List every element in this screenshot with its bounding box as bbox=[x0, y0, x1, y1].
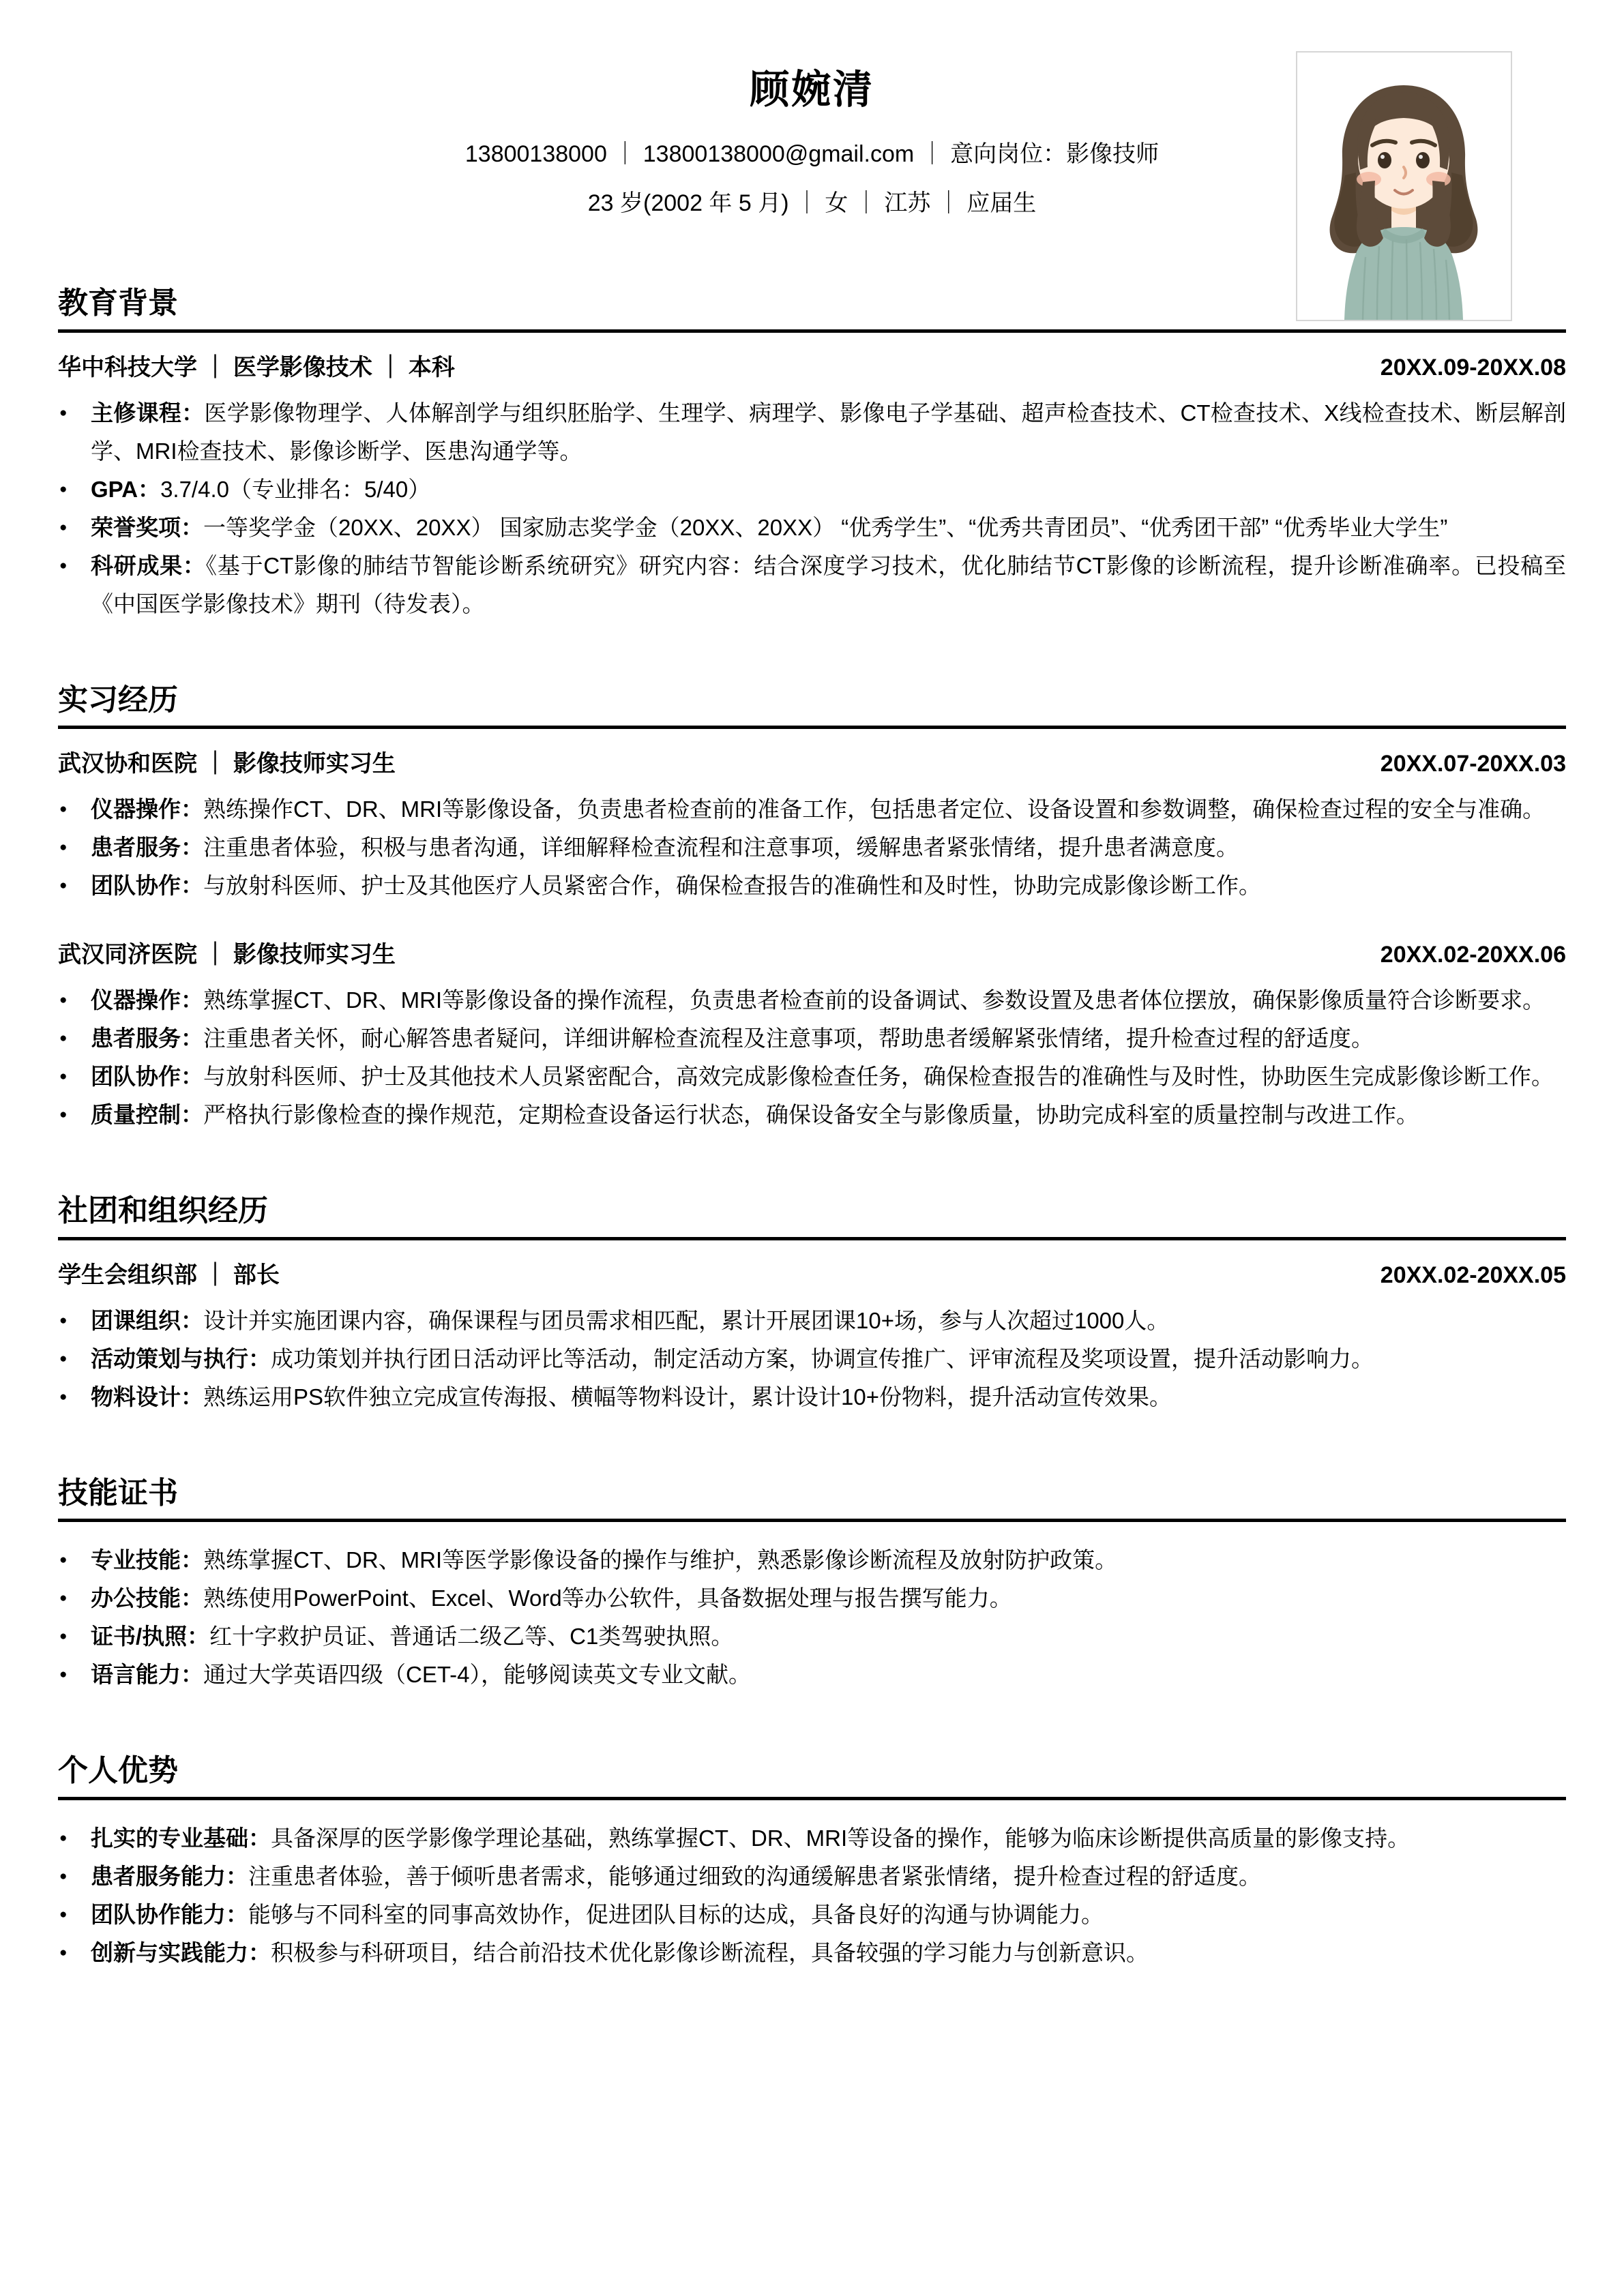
bullet-text: 熟练使用PowerPoint、Excel、Word等办公软件，具备数据处理与报告撰写能力。 bbox=[203, 1585, 1012, 1611]
bullet-item bbox=[58, 981, 1566, 1019]
bullet-label: 扎实的专业基础： bbox=[91, 1825, 271, 1851]
bullet-label: 创新与实践能力： bbox=[91, 1940, 271, 1966]
bullet-text: 熟练运用PS软件独立完成宣传海报、横幅等物料设计，累计设计10+份物料，提升活动宣传效果。 bbox=[203, 1384, 1172, 1410]
bullet-label: 仪器操作： bbox=[91, 796, 203, 822]
bullet-item bbox=[58, 1302, 1566, 1340]
bullet-label: 专业技能： bbox=[91, 1547, 203, 1573]
bullet-list bbox=[58, 1819, 1566, 1972]
bullet-text: 熟练操作CT、DR、MRI等影像设备，负责患者检查前的准备工作，包括患者定位、设备设置和参数调整，确保检查过程的安全与准确。 bbox=[203, 796, 1546, 822]
bullet-item bbox=[58, 1019, 1566, 1058]
bullet-label: 患者服务能力： bbox=[91, 1864, 248, 1890]
bullet-label: 团课组织： bbox=[91, 1307, 203, 1333]
bullet-text: 熟练掌握CT、DR、MRI等影像设备的操作流程，负责患者检查前的设备调试、参数设置及患者体位摆放，确保影像质量符合诊断要求。 bbox=[203, 987, 1546, 1013]
bullet-list bbox=[58, 981, 1566, 1134]
bullet-text: 熟练掌握CT、DR、MRI等医学影像设备的操作与维护，熟悉影像诊断流程及放射防护政策。 bbox=[203, 1547, 1118, 1573]
bullet-item bbox=[58, 790, 1566, 829]
section-title-organization: 社团和组织经历 bbox=[58, 1194, 1566, 1240]
entry-date-range: 20XX.02-20XX.06 bbox=[1380, 942, 1566, 968]
basic-info-line: 23 岁(2002 年 5 月) ｜ 女 ｜ 江苏 ｜ 应届生 bbox=[587, 190, 1037, 216]
bullet-text: 注重患者关怀，耐心解答患者疑问，详细讲解检查流程及注意事项，帮助患者缓解紧张情绪，提升检查过程的舒适度。 bbox=[203, 1026, 1374, 1052]
bullet-label: 患者服务： bbox=[91, 835, 203, 861]
entry-date-range: 20XX.02-20XX.05 bbox=[1380, 1262, 1566, 1288]
section-title-strengths: 个人优势 bbox=[58, 1754, 1566, 1800]
entry-header-row bbox=[58, 748, 1566, 779]
bullet-item bbox=[58, 394, 1566, 471]
bullet-item bbox=[58, 1819, 1566, 1858]
bullet-text: 红十字救护员证、普通话二级乙等、C1类驾驶执照。 bbox=[209, 1624, 734, 1650]
bullet-label: 仪器操作： bbox=[91, 987, 203, 1013]
section-organization bbox=[58, 1194, 1566, 1416]
bullet-text: 注重患者体验，积极与患者沟通，详细解释检查流程和注意事项，缓解患者紧张情绪，提升患者满意度。 bbox=[203, 835, 1239, 861]
bullet-label: 患者服务： bbox=[91, 1026, 203, 1052]
bullet-list bbox=[58, 790, 1566, 905]
bullet-text: 通过大学英语四级（CET-4），能够阅读英文专业文献。 bbox=[203, 1662, 752, 1688]
bullet-text: 3.7/4.0（专业排名：5/40） bbox=[160, 476, 431, 502]
bullet-text: 一等奖学金（20XX、20XX） 国家励志奖学金（20XX、20XX） “优秀学生”、“优秀共青团员”、“优秀团干部” “优秀毕业大学生” bbox=[203, 514, 1448, 540]
resume-header bbox=[58, 68, 1566, 218]
bullet-item bbox=[58, 867, 1566, 905]
bullet-text: 设计并实施团课内容，确保课程与团员需求相匹配，累计开展团课10+场，参与人次超过1000人。 bbox=[203, 1307, 1170, 1333]
bullet-label: 团队协作： bbox=[91, 1064, 203, 1090]
entry-header-row bbox=[58, 352, 1566, 383]
section-education bbox=[58, 286, 1566, 623]
bullet-text: 与放射科医师、护士及其他医疗人员紧密合作，确保检查报告的准确性和及时性，协助完成影像诊断工作。 bbox=[203, 873, 1261, 899]
bullet-item bbox=[58, 1058, 1566, 1096]
bullet-label: 办公技能： bbox=[91, 1585, 203, 1611]
bullet-label: 科研成果： bbox=[91, 552, 206, 578]
bullet-label: 质量控制： bbox=[91, 1102, 203, 1128]
entry-header-row bbox=[58, 939, 1566, 970]
entry bbox=[58, 1819, 1566, 1972]
section-skills bbox=[58, 1476, 1566, 1695]
entry-title: 华中科技大学 ｜ 医学影像技术 ｜ 本科 bbox=[58, 354, 455, 381]
bullet-item bbox=[58, 509, 1566, 547]
bullet-item bbox=[58, 1934, 1566, 1972]
bullet-label: 活动策划与执行： bbox=[91, 1345, 271, 1371]
bullet-item bbox=[58, 1541, 1566, 1579]
bullet-item bbox=[58, 1896, 1566, 1934]
bullet-label: 主修课程： bbox=[91, 400, 205, 426]
bullet-text: 严格执行影像检查的操作规范，定期检查设备运行状态，确保设备安全与影像质量，协助完成科室的质量控制与改进工作。 bbox=[203, 1102, 1419, 1128]
bullet-text: 成功策划并执行团日活动评比等活动，制定活动方案，协调宣传推广、评审流程及奖项设置，提升活动影响力。 bbox=[271, 1345, 1374, 1371]
bullet-label: 物料设计： bbox=[91, 1384, 203, 1410]
bullet-item bbox=[58, 471, 1566, 509]
entry bbox=[58, 748, 1566, 905]
bullet-text: 注重患者体验，善于倾听患者需求，能够通过细致的沟通缓解患者紧张情绪，提升检查过程的舒适度。 bbox=[248, 1864, 1261, 1890]
contact-line: 13800138000 ｜ 13800138000@gmail.com ｜ 意向岗位：影像技师 bbox=[464, 140, 1160, 167]
section-title-education: 教育背景 bbox=[58, 286, 1566, 333]
entry bbox=[58, 1259, 1566, 1416]
entry-title: 武汉同济医院 ｜ 影像技师实习生 bbox=[58, 942, 396, 968]
bullet-item bbox=[58, 1378, 1566, 1416]
entry bbox=[58, 1541, 1566, 1694]
entry-header-row bbox=[58, 1259, 1566, 1291]
resume-body bbox=[58, 286, 1566, 1972]
girl-avatar-icon bbox=[1297, 53, 1511, 320]
bullet-label: 团队协作： bbox=[91, 873, 203, 899]
bullet-list bbox=[58, 394, 1566, 623]
profile-photo bbox=[1296, 51, 1512, 321]
bullet-label: 荣誉奖项： bbox=[91, 514, 203, 540]
entry-date-range: 20XX.09-20XX.08 bbox=[1380, 354, 1566, 381]
bullet-text: 医学影像物理学、人体解剖学与组织胚胎学、生理学、病理学、影像电子学基础、超声检查技术、CT检查技术、X线检查技术、断层解剖学、MRI检查技术、影像诊断学、医患沟通学等。 bbox=[91, 400, 1566, 464]
bullet-item bbox=[58, 1617, 1566, 1656]
bullet-item bbox=[58, 1656, 1566, 1694]
section-title-internship: 实习经历 bbox=[58, 683, 1566, 730]
bullet-item bbox=[58, 1096, 1566, 1134]
bullet-label: 团队协作能力： bbox=[91, 1902, 248, 1928]
bullet-item bbox=[58, 1858, 1566, 1896]
bullet-item bbox=[58, 547, 1566, 623]
entry-date-range: 20XX.07-20XX.03 bbox=[1380, 751, 1566, 777]
bullet-item bbox=[58, 829, 1566, 867]
entry-title: 学生会组织部 ｜ 部长 bbox=[58, 1262, 280, 1288]
bullet-text: 能够与不同科室的同事高效协作，促进团队目标的达成，具备良好的沟通与协调能力。 bbox=[248, 1902, 1104, 1928]
bullet-label: 证书/执照： bbox=[91, 1624, 210, 1650]
bullet-label: GPA： bbox=[91, 476, 161, 502]
bullet-text: 积极参与科研项目，结合前沿技术优化影像诊断流程，具备较强的学习能力与创新意识。 bbox=[271, 1940, 1149, 1966]
entry bbox=[58, 939, 1566, 1134]
section-strengths bbox=[58, 1754, 1566, 1972]
section-title-skills: 技能证书 bbox=[58, 1476, 1566, 1523]
section-internship bbox=[58, 683, 1566, 1135]
bullet-item bbox=[58, 1579, 1566, 1617]
bullet-text: 《基于CT影像的肺结节智能诊断系统研究》研究内容：结合深度学习技术，优化肺结节CT影像的诊断流程，提升诊断准确率。已投稿至《中国医学影像技术》期刊（待发表）。 bbox=[91, 552, 1567, 616]
bullet-text: 与放射科医师、护士及其他技术人员紧密配合，高效完成影像检查任务，确保检查报告的准确性与及时性，协助医生完成影像诊断工作。 bbox=[203, 1064, 1554, 1090]
bullet-text: 具备深厚的医学影像学理论基础，熟练掌握CT、DR、MRI等设备的操作，能够为临床诊断提供高质量的影像支持。 bbox=[271, 1825, 1411, 1851]
bullet-list bbox=[58, 1541, 1566, 1694]
candidate-name: 顾婉清 bbox=[749, 68, 874, 112]
bullet-item bbox=[58, 1340, 1566, 1378]
entry-title: 武汉协和医院 ｜ 影像技师实习生 bbox=[58, 751, 396, 777]
entry bbox=[58, 352, 1566, 623]
bullet-list bbox=[58, 1302, 1566, 1416]
bullet-label: 语言能力： bbox=[91, 1662, 203, 1688]
